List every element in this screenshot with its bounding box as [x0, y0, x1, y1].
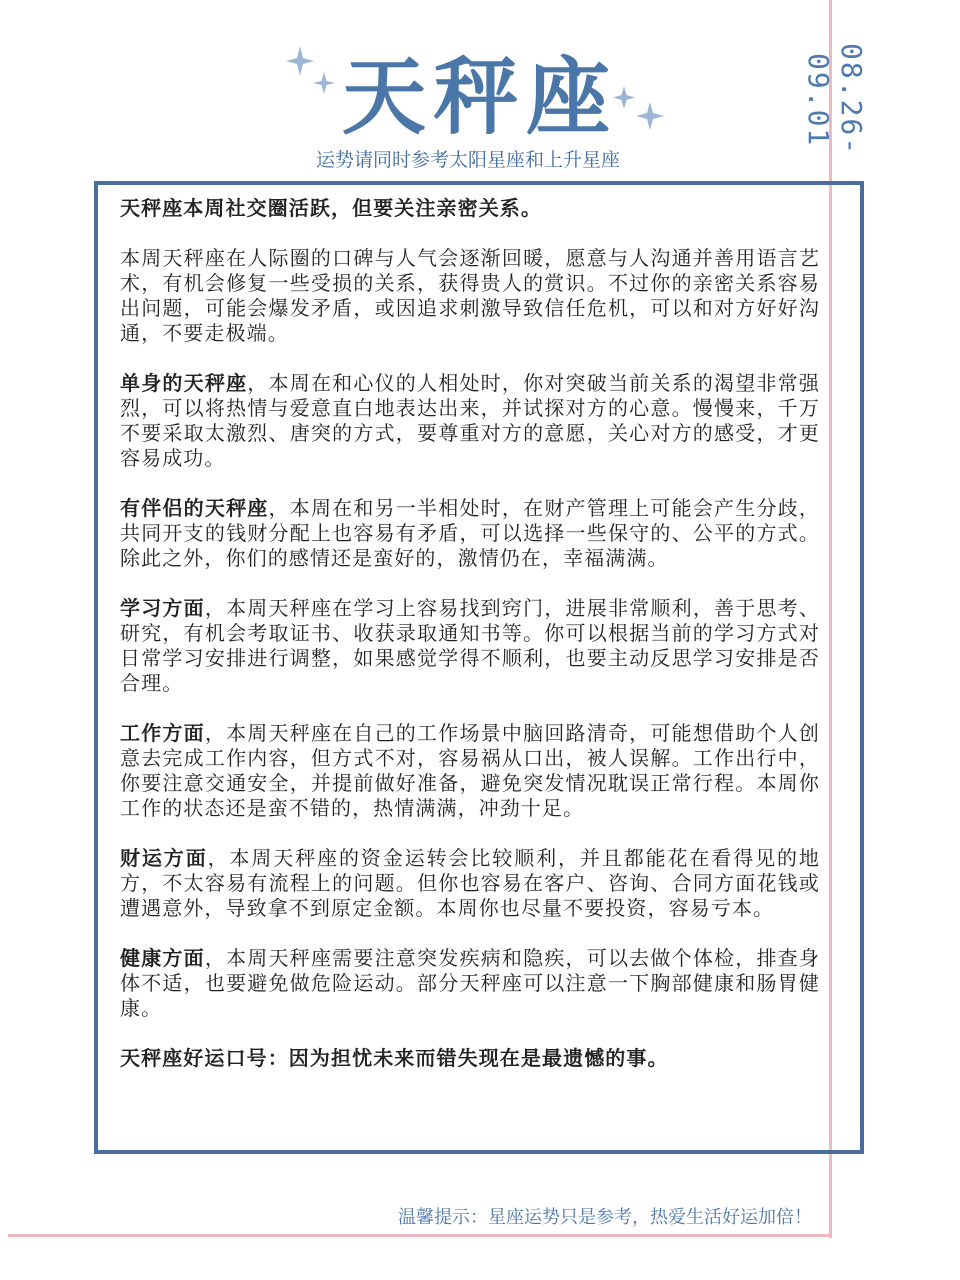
section-label: 单身的天秤座 [120, 371, 248, 395]
section-label: 有伴侣的天秤座 [120, 496, 269, 520]
slogan: 天秤座好运口号：因为担忧未来而错失现在是最遗憾的事。 [120, 1046, 669, 1070]
section-label: 财运方面 [120, 846, 208, 870]
section-paragraph [120, 596, 820, 696]
section-text: ，本周天秤座需要注意突发疾病和隐疾，可以去做个体检，排查身体不适，也要避免做危险运动。部分天秤座可以注意一下胸部健康和肠胃健康。 [120, 946, 821, 1020]
section-text: ，本周在和心仪的人相处时，你对突破当前关系的渴望非常强烈，可以将热情与爱意直白地表达出来，并试探对方的心意。慢慢来，千万不要采取太激烈、唐突的方式，要尊重对方的意愿，关心对方的感受，才更容易成功。 [120, 371, 820, 470]
pink-horizontal-line [8, 1234, 832, 1237]
footer-tip: 温馨提示：星座运势只是参考，热爱生活好运加倍！ [398, 1207, 812, 1228]
section-text: ，本周在和另一半相处时，在财产管理上可能会产生分歧，共同开支的钱财分配上也容易有矛盾，可以选择一些保守的、公平的方式。除此之外，你们的感情还是蛮好的，激情仍在，幸福满满。 [120, 496, 820, 570]
section-text: ，本周天秤座在自己的工作场景中脑回路清奇，可能想借助个人创意去完成工作内容，但方式不对，容易祸从口出，被人误解。工作出行中，你要注意交通安全，并提前做好准备，避免突发情况耽误正常行程。本周你工作的状态还是蛮不错的，热情满满，冲劲十足。 [120, 721, 821, 820]
section-paragraph [120, 721, 820, 821]
section-label: 学习方面 [120, 596, 205, 620]
date-range: 08.26-09.01 [802, 43, 868, 157]
section-paragraph [120, 496, 820, 571]
section-paragraph [120, 946, 820, 1021]
section-paragraph [120, 371, 820, 471]
intro-paragraph: 本周天秤座在人际圈的口碑与人气会逐渐回暖，愿意与人沟通并善用语言艺术，有机会修复一些受损的关系，获得贵人的赏识。不过你的亲密关系容易出问题，可能会爆发矛盾，或因追求刺激导致信任危机，可以和对方好好沟通，不要走极端。 [120, 246, 820, 345]
horoscope-content [120, 196, 820, 1096]
page-title: 天秤座 [341, 48, 618, 146]
section-label: 工作方面 [120, 721, 205, 745]
section-text: ，本周天秤座的资金运转会比较顺利，并且都能花在看得见的地方，不太容易有流程上的问题。但你也容易在客户、咨询、合同方面花钱或遭遇意外，导致拿不到原定金额。本周你也尽量不要投资，容易亏本。 [120, 846, 820, 920]
section-paragraph [120, 846, 820, 921]
section-label: 健康方面 [120, 946, 205, 970]
page-subtitle: 运势请同时参考太阳星座和上升星座 [315, 149, 620, 171]
section-text: ，本周天秤座在学习上容易找到窍门，进展非常顺利，善于思考、研究，有机会考取证书、收获录取通知书等。你可以根据当前的学习方式对日常学习安排进行调整，如果感觉学得不顺利，也要主动反思学习安排是否合理。 [120, 596, 821, 695]
headline: 天秤座本周社交圈活跃，但要关注亲密关系。 [120, 196, 542, 220]
